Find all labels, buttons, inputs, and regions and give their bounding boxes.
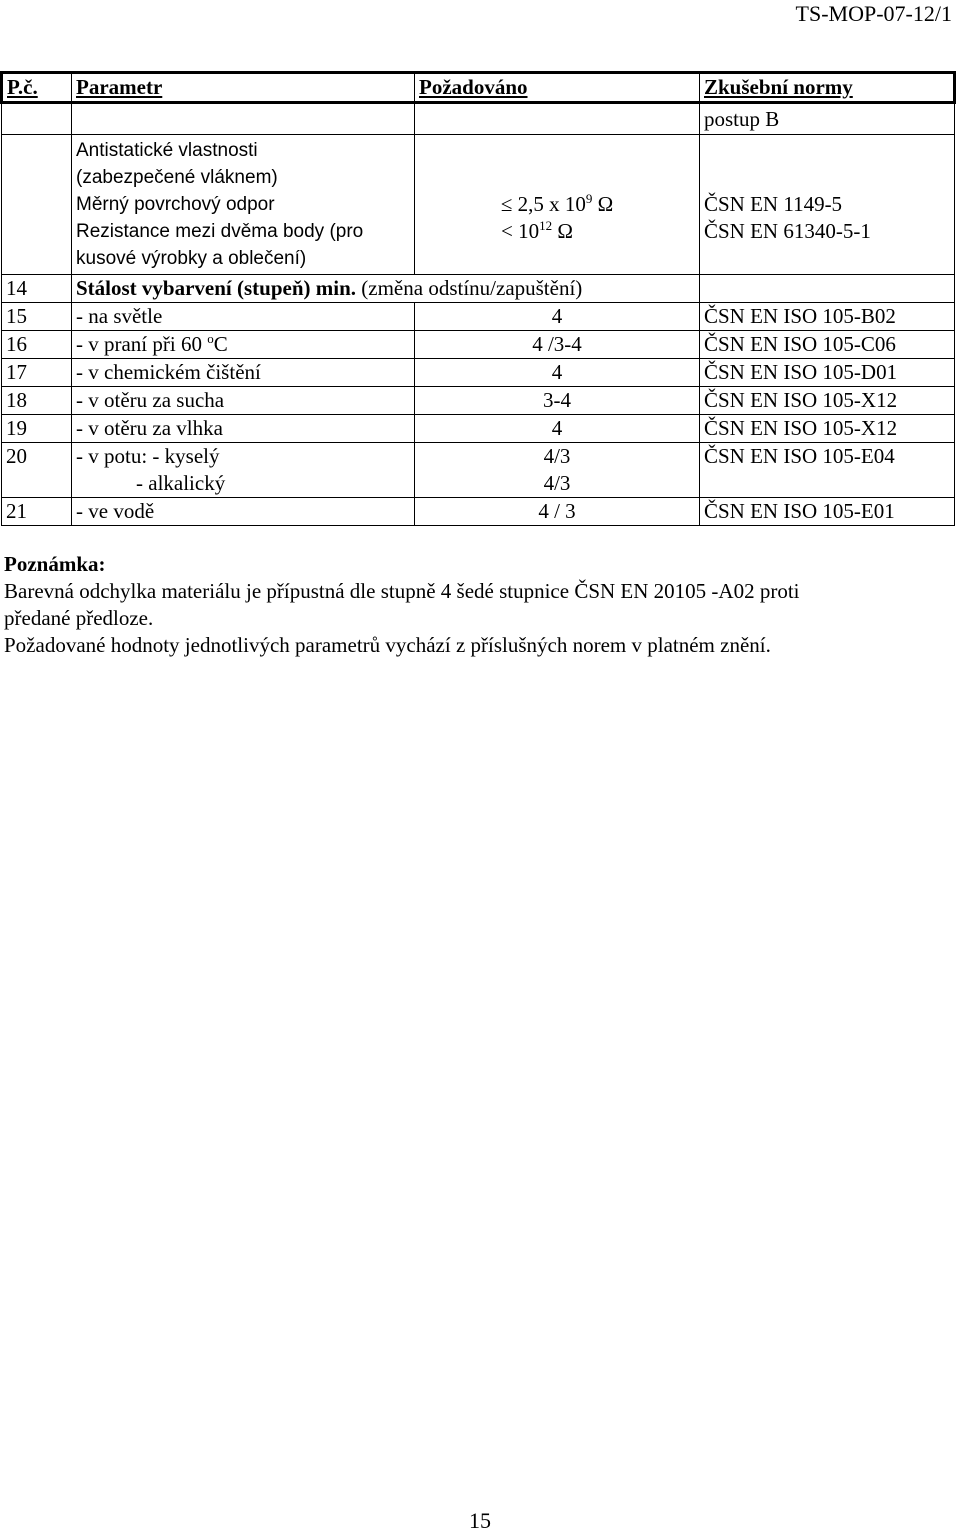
note-line: Barevná odchylka materiálu je přípustná dle stupně 4 šedé stupnice ČSN EN 20105 -A02 proti (4, 579, 800, 603)
row-21: 21 - ve vodě 4 / 3 ČSN EN ISO 105-E01 (2, 498, 955, 526)
header-req: Požadováno (415, 73, 700, 103)
document-code: TS-MOP-07-12/1 (795, 1, 952, 26)
table-row: 16 - v praní při 60 $^o$C 4 /3-4 ČSN EN ISO 105-C06 (2, 331, 955, 359)
antistatic-norm: ČSN EN 1149-5 ČSN EN 61340-5-1 (700, 135, 955, 275)
header-norm: Zkušební normy (700, 73, 955, 103)
page-number: 15 (469, 1508, 491, 1533)
note-line: Požadované hodnoty jednotlivých parametrů vychází z příslušných norem v platném znění. (4, 633, 771, 657)
table-row: 18 - v otěru za sucha 3-4 ČSN EN ISO 105-X12 (2, 387, 955, 415)
row-20: 20 - v potu: - kyselý - alkalický 4/3 4/3 ČSN EN ISO 105-E04 (2, 443, 955, 498)
header-param: Parametr (72, 73, 415, 103)
table-header-row (2, 73, 955, 103)
method-row (2, 103, 955, 135)
antistatic-req: ≤ 2,5 x $10^9$ Ω < $10^{12}$ Ω (415, 135, 700, 275)
note-title: Poznámka: (4, 552, 106, 576)
table-row: 17 - v chemickém čištění 4 ČSN EN ISO 105-D01 (2, 359, 955, 387)
table-row: 15 - na světle 4 ČSN EN ISO 105-B02 (2, 303, 955, 331)
antistatic-param: Antistatické vlastnosti (zabezpečené vláknem) Měrný povrchový odpor Rezistance mezi dvěma body (pro kusové výrobky a oblečení) (72, 135, 415, 275)
note-section (4, 551, 954, 659)
row-14: 14 Stálost vybarvení (stupeň) min. (změna odstínu/zapuštění) (2, 275, 955, 303)
header-no: P.č. (2, 73, 72, 103)
antistatic-row (2, 135, 955, 275)
method-cell: postup B (700, 103, 955, 135)
row14-title: Stálost vybarvení (stupeň) min. (změna odstínu/zapuštění) (72, 275, 700, 303)
table-row: 19 - v otěru za vlhka 4 ČSN EN ISO 105-X12 (2, 415, 955, 443)
spec-table (0, 71, 956, 526)
note-line: předané předloze. (4, 606, 154, 630)
